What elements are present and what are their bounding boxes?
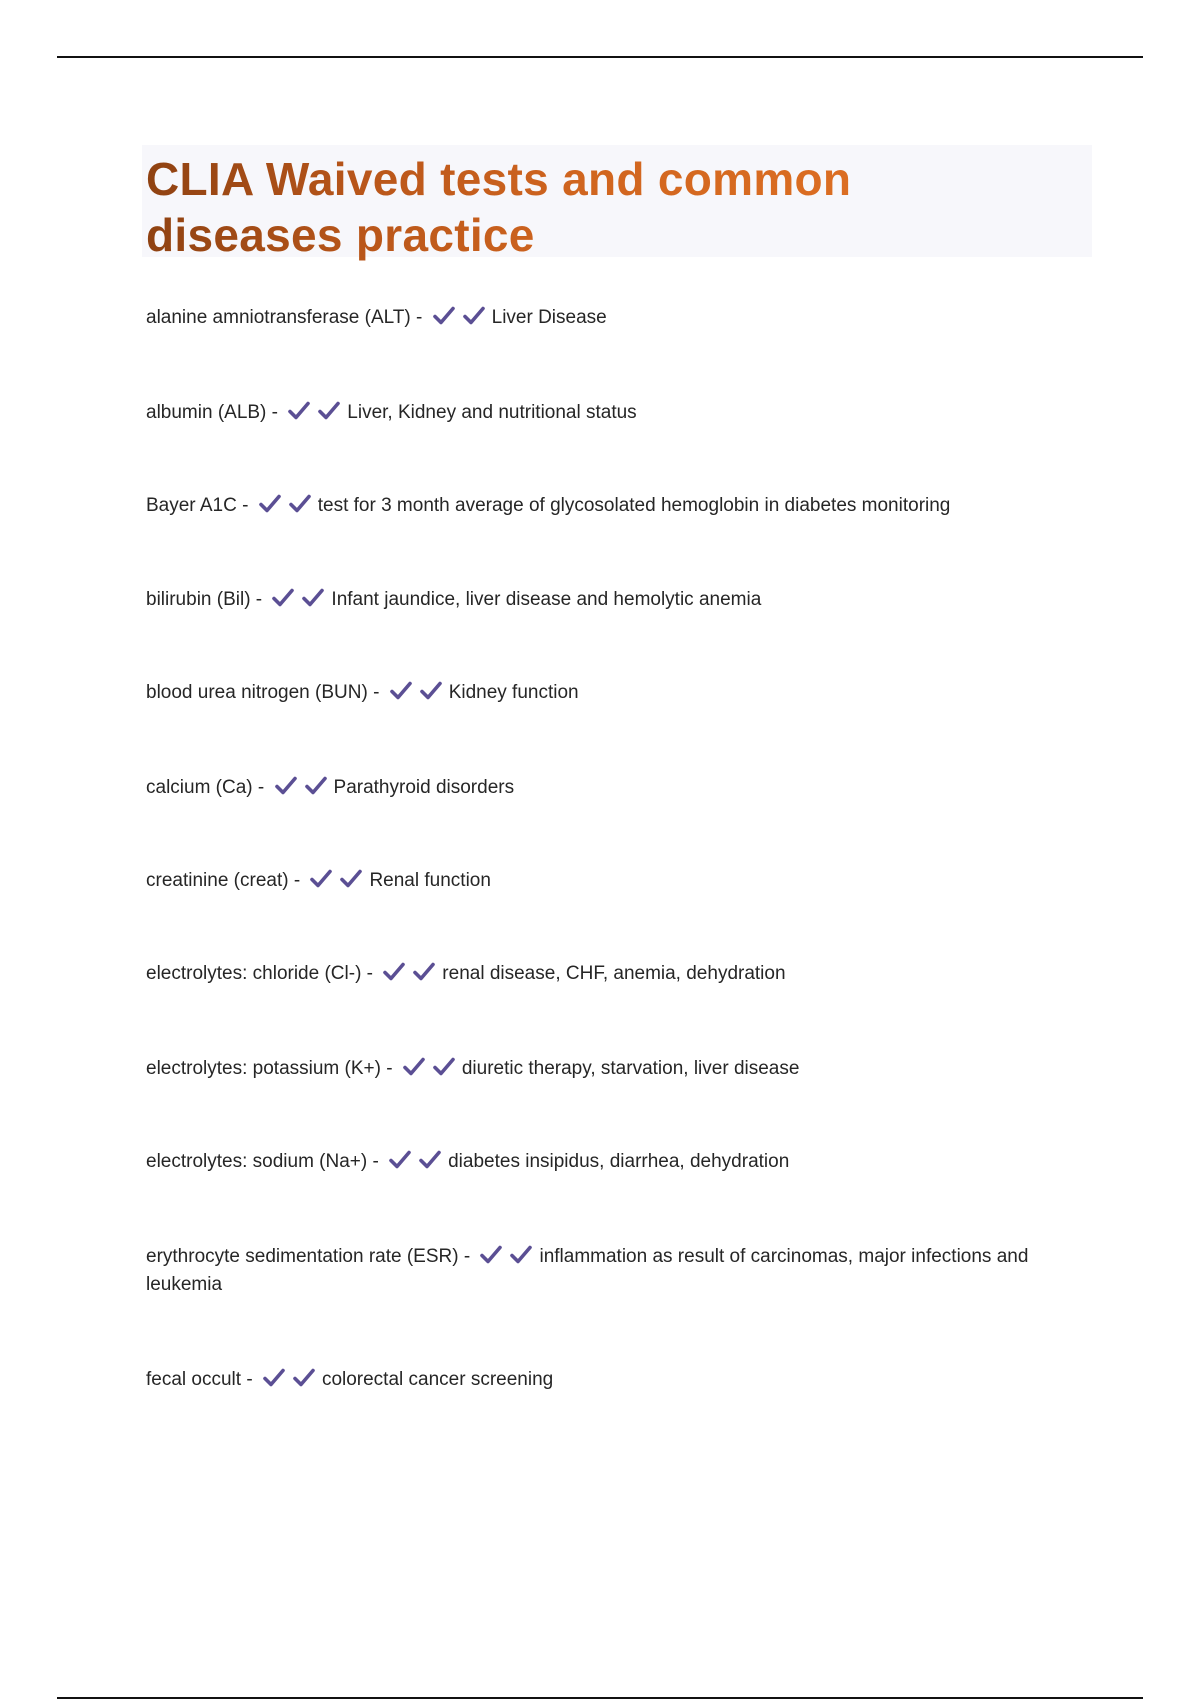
check-icon [304, 775, 328, 797]
check-icon [301, 587, 325, 609]
list-item [146, 1055, 1096, 1083]
entry-separator: - [361, 963, 379, 984]
check-icon [274, 775, 298, 797]
check-icon [339, 868, 363, 890]
entry-separator: - [266, 402, 284, 423]
check-icon [262, 1367, 286, 1389]
entry-definition: Renal function [369, 870, 491, 891]
check-icon [432, 305, 456, 327]
check-icon [271, 587, 295, 609]
entry-definition: diuretic therapy, starvation, liver disease [461, 1058, 800, 1079]
entry-term: calcium (Ca) [146, 777, 253, 798]
entry-definition: Liver Disease [491, 307, 607, 328]
entry-term: erythrocyte sedimentation rate (ESR) [146, 1246, 459, 1267]
entry-term: blood urea nitrogen (BUN) [146, 682, 368, 703]
list-item [146, 1366, 1096, 1394]
check-icon [389, 680, 413, 702]
entry-definition: Kidney function [448, 682, 579, 703]
check-icon [402, 1056, 426, 1078]
entry-term: fecal occult [146, 1369, 242, 1390]
entry-definition: Parathyroid disorders [333, 777, 515, 798]
title-block [142, 145, 1092, 261]
entry-separator: - [250, 589, 268, 610]
document-title: CLIA Waived tests and common diseases practice [146, 151, 866, 263]
list-item [146, 774, 1096, 802]
check-icon [287, 400, 311, 422]
entry-term: bilirubin (Bil) [146, 589, 251, 610]
check-icon [419, 680, 443, 702]
list-item [146, 304, 1096, 332]
check-icon [462, 305, 486, 327]
entry-definition: colorectal cancer screening [321, 1369, 554, 1390]
entry-term: electrolytes: chloride (Cl-) [146, 963, 362, 984]
entry-definition: Infant jaundice, liver disease and hemolytic anemia [331, 589, 762, 610]
check-icon [309, 868, 333, 890]
check-icon [317, 400, 341, 422]
list-item [146, 399, 1096, 427]
entry-separator: - [458, 1246, 476, 1267]
entry-term: electrolytes: sodium (Na+) [146, 1151, 368, 1172]
check-icon [382, 961, 406, 983]
list-item [146, 1243, 1096, 1299]
check-icon [412, 961, 436, 983]
entry-term: Bayer A1C [146, 495, 237, 516]
entry-separator: - [252, 777, 270, 798]
entry-separator: - [236, 495, 254, 516]
check-icon [432, 1056, 456, 1078]
footer-rule [57, 1697, 1143, 1699]
entry-definition: renal disease, CHF, anemia, dehydration [442, 963, 786, 984]
entry-separator: - [367, 682, 385, 703]
list-item [146, 492, 1096, 520]
header-rule [57, 56, 1143, 58]
entry-definition: inflammation as result of carcinomas, major infections and leukemia [146, 1246, 1029, 1295]
entry-term: albumin (ALB) [146, 402, 267, 423]
list-item [146, 960, 1096, 988]
list-item [146, 586, 1096, 614]
entry-term: creatinine (creat) [146, 870, 289, 891]
list-item [146, 1148, 1096, 1176]
check-icon [288, 493, 312, 515]
check-icon [509, 1244, 533, 1266]
entry-term: electrolytes: potassium (K+) [146, 1058, 381, 1079]
entry-separator: - [410, 307, 428, 328]
check-icon [388, 1149, 412, 1171]
entry-term: alanine amniotransferase (ALT) [146, 307, 411, 328]
entry-separator: - [380, 1058, 398, 1079]
entry-separator: - [367, 1151, 385, 1172]
list-item [146, 679, 1096, 707]
entry-definition: Liver, Kidney and nutritional status [347, 402, 637, 423]
check-icon [479, 1244, 503, 1266]
entry-definition: diabetes insipidus, diarrhea, dehydration [448, 1151, 790, 1172]
check-icon [418, 1149, 442, 1171]
entry-definition: test for 3 month average of glycosolated hemoglobin in diabetes monitoring [317, 495, 951, 516]
entry-separator: - [288, 870, 306, 891]
check-icon [258, 493, 282, 515]
entry-separator: - [241, 1369, 258, 1390]
list-item [146, 867, 1096, 895]
check-icon [292, 1367, 316, 1389]
